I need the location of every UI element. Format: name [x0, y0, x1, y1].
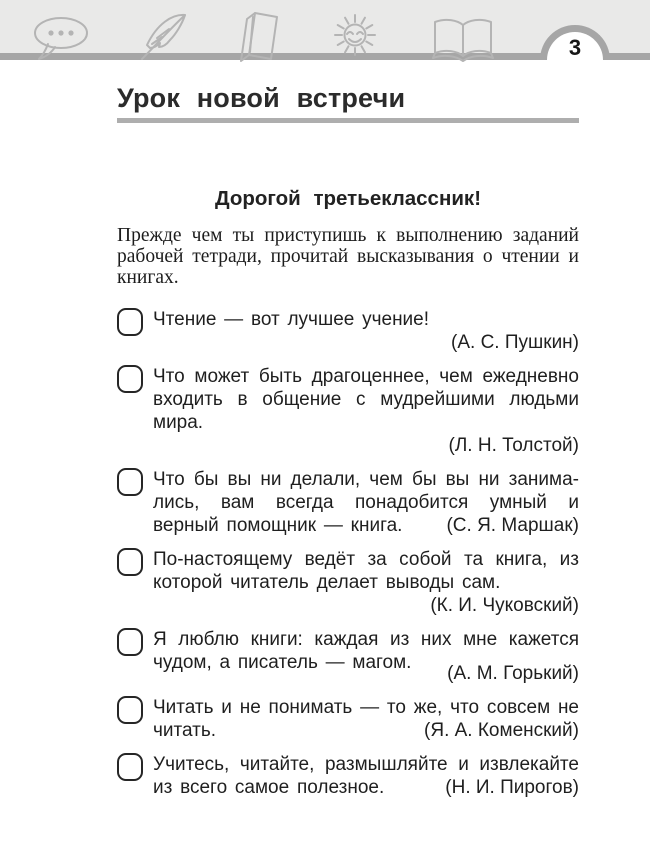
quote-item	[117, 365, 579, 457]
page-number-tab	[540, 25, 610, 60]
quote-text: Я люблю книги: каждая из них мне кажется чудом, а писатель — магом.	[153, 628, 579, 673]
quote-item	[117, 628, 579, 685]
quote-author: (К. И. Чуковский)	[430, 594, 579, 616]
quote-body	[153, 468, 579, 537]
quote-body	[153, 696, 579, 742]
quote-item	[117, 753, 579, 799]
lesson-heading: Урок новой встречи	[117, 83, 406, 113]
quote-author: (Н. И. Пирогов)	[445, 776, 579, 798]
quote-checkbox[interactable]	[117, 628, 143, 656]
open-book-icon	[432, 17, 494, 63]
quote-list	[117, 308, 579, 799]
heading-rule	[117, 118, 579, 123]
quote-author: (Л. Н. Толстой)	[448, 434, 579, 456]
intro-paragraph: Прежде чем ты приступишь к выполнению заданий рабочей тетради, прочитай высказывания о чтении и книгах.	[117, 225, 579, 289]
quote-author: (С. Я. Маршак)	[446, 514, 579, 536]
quote-text: Что может быть драгоценнее, чем ежедневно входить в общение с мудрейшими людьми мира.	[153, 365, 579, 433]
quote-checkbox[interactable]	[117, 548, 143, 576]
closed-book-icon	[238, 8, 284, 66]
quote-checkbox[interactable]	[117, 753, 143, 781]
quote-body	[153, 753, 579, 799]
quote-author: (Я. А. Коменский)	[424, 719, 579, 741]
quote-checkbox[interactable]	[117, 365, 143, 393]
quote-body	[153, 308, 579, 354]
quote-checkbox[interactable]	[117, 308, 143, 336]
quote-checkbox[interactable]	[117, 696, 143, 724]
quote-text: По-настоящему ведёт за собой та книга, из которой читатель делает выводы сам.	[153, 548, 579, 593]
quote-author: (А. М. Горький)	[447, 662, 579, 684]
greeting-title: Дорогой третьеклассник!	[214, 187, 482, 211]
quote-text: Учитесь, читайте, размышляйте и извлекайте из всего самое полезное.	[153, 753, 579, 798]
quote-item	[117, 696, 579, 742]
page-number: 3	[568, 35, 582, 60]
quote-text: Чтение — вот лучшее учение!	[153, 308, 430, 330]
quote-body	[153, 548, 579, 617]
top-decorative-band	[0, 0, 650, 60]
page-content	[0, 84, 650, 799]
sun-icon	[331, 11, 379, 59]
quote-text: Читать и не понимать — то же, что совсем не читать.	[153, 696, 579, 741]
quote-author: (А. С. Пушкин)	[451, 331, 579, 353]
quote-item	[117, 468, 579, 537]
quote-item	[117, 548, 579, 617]
quote-body	[153, 628, 579, 685]
feather-icon	[139, 12, 189, 62]
speech-bubble-icon	[32, 16, 90, 62]
quote-text: Что бы вы ни делали, чем бы вы ни занимались, вам всегда понадобится умный и верный помощник — книга.	[153, 468, 579, 536]
quote-checkbox[interactable]	[117, 468, 143, 496]
quote-body	[153, 365, 579, 457]
quote-item	[117, 308, 579, 354]
